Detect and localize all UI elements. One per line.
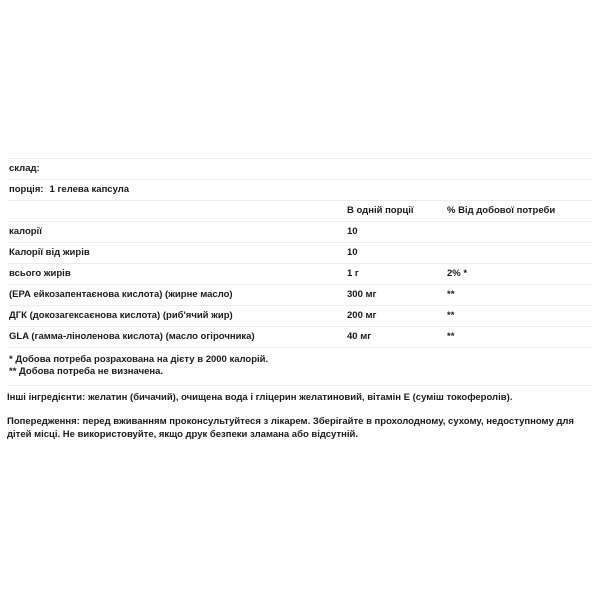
nutrient-name: всього жирів [9,268,71,279]
nutrient-dv: ** [447,331,455,342]
column-per-serving: В одній порції [347,205,414,216]
nutrient-name: ДГК (докозагексаєнова кислота) (риб'ячий жир) [9,310,233,321]
nutrient-amount: 40 мг [347,331,372,342]
column-daily-value: % Від добової потреби [447,205,556,216]
footnote-not-established: ** Добова потреба не визначена. [9,366,164,377]
nutrient-amount: 10 [347,247,358,258]
nutrient-row [7,221,592,242]
nutrient-name: GLA (гамма-ліноленова кислота) (масло огірочника) [9,331,255,342]
serving-value: 1 гелева капсула [49,184,130,195]
nutrient-row [7,305,592,326]
nutrient-row [7,263,592,284]
nutrient-amount: 10 [347,226,358,237]
nutrient-name: калорії [9,226,42,237]
nutrient-name: Калорії від жирів [9,247,90,258]
nutrient-name: (ЕРА ейкозапентаєнова кислота) (жирне масло) [9,289,233,300]
footnote-daily-value: * Добова потреба розрахована на дієту в 2000 калорій. [9,354,269,365]
composition-title: склад: [9,163,40,174]
footnotes [7,347,592,386]
nutrient-dv: 2% * [447,268,468,279]
nutrient-row [7,326,592,347]
supplement-facts-table [7,158,592,386]
warning-text: Попередження: перед вживанням проконсультуйтеся з лікарем. Зберігайте в прохолодному, сухому, недоступному для дітей місці. Не використовуйте, якщо друк безпеки зламана або відсутній. [7,416,574,440]
nutrient-row [7,284,592,305]
composition-row [7,158,592,179]
serving-row [7,179,592,200]
nutrient-amount: 1 г [347,268,359,279]
serving-label: порція: [9,184,44,195]
nutrient-row [7,242,592,263]
nutrient-dv: ** [447,289,455,300]
nutrient-dv: ** [447,310,455,321]
nutrient-amount: 200 мг [347,310,377,321]
nutrient-amount: 300 мг [347,289,377,300]
other-ingredients: Інші інгредієнти: желатин (бичачий), очищена вода і гліцерин желатиновий, вітамін Е (суміш токоферолів). [7,392,513,403]
column-header-row [7,200,592,221]
